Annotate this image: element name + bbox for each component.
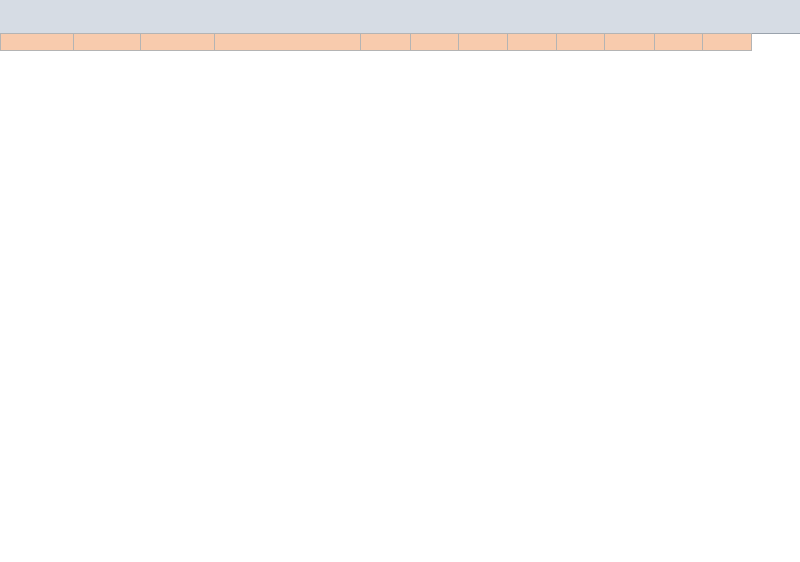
- header-task: [410, 34, 459, 51]
- header-task: [361, 34, 411, 51]
- page-title: [0, 0, 800, 34]
- header-note: [74, 34, 141, 51]
- header-task: [556, 34, 605, 51]
- header-date: [1, 34, 74, 51]
- daily-checklist-table: [0, 33, 800, 51]
- header-task: [605, 34, 655, 51]
- header-daily-boss: [215, 34, 361, 51]
- header-task: [507, 34, 556, 51]
- header-task: [703, 34, 752, 51]
- header-task: [654, 34, 703, 51]
- header-symbol-quest: [141, 34, 215, 51]
- header-row: [1, 34, 800, 51]
- header-task: [459, 34, 508, 51]
